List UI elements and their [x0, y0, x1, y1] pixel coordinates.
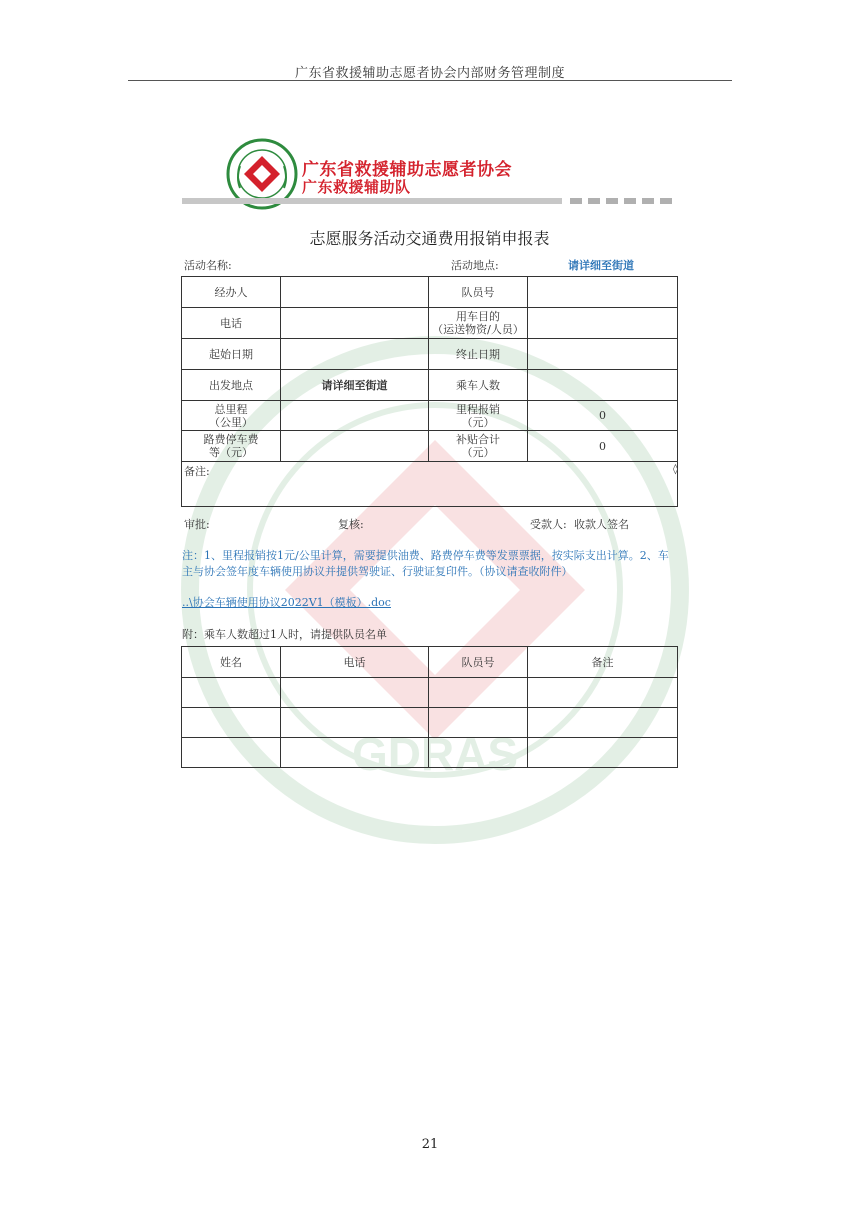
table-row: [182, 308, 678, 339]
column-header: 备注: [528, 647, 678, 678]
watermark-gdras: GDRAS: [351, 728, 519, 780]
reimbursement-note: 注：1、里程报销按1元/公里计算，需要提供油费、路费停车费等发票票据，按实际支出计算。2、车主与协会签年度车辆使用协议并提供驾驶证、行驶证复印件。（协议请查收附件）: [182, 549, 669, 578]
column-header: 电话: [281, 647, 429, 678]
column-header: 队员号: [429, 647, 528, 678]
cell-label: 里程报销 （元）: [429, 401, 528, 431]
member-phone-cell[interactable]: [281, 738, 429, 768]
cell-label: 起始日期: [182, 339, 281, 370]
cell-value[interactable]: [281, 339, 429, 370]
table-row: [182, 339, 678, 370]
cell-value[interactable]: [528, 277, 678, 308]
logo-divider: [182, 197, 672, 205]
cell-label: 出发地点: [182, 370, 281, 401]
cell-label: 补贴合计 （元）: [429, 431, 528, 462]
cell-value[interactable]: [281, 308, 429, 339]
cell-label: 用车目的 （运送物资/人员）: [429, 308, 528, 339]
remarks-row: [182, 462, 678, 507]
cell-value[interactable]: [281, 431, 429, 462]
side-mark: ◊: [673, 464, 678, 475]
member-remark-cell[interactable]: [528, 708, 678, 738]
cell-value[interactable]: 请详细至街道: [281, 370, 429, 401]
member-remark-cell[interactable]: [528, 678, 678, 708]
member-name-cell[interactable]: [182, 678, 281, 708]
expense-table: [181, 276, 678, 507]
cell-value[interactable]: 0: [528, 431, 678, 462]
approve-label: 审批:: [184, 518, 210, 531]
appendix-note: 附：乘车人数超过1人时，请提供队员名单: [182, 628, 387, 641]
cell-label: 乘车人数: [429, 370, 528, 401]
member-name-cell[interactable]: [182, 708, 281, 738]
payee-signature[interactable]: 收款人签名: [574, 518, 629, 531]
review-label: 复核:: [338, 518, 364, 531]
org-name: 广东省救援辅助志愿者协会: [302, 160, 512, 180]
member-remark-cell[interactable]: [528, 738, 678, 768]
member-phone-cell[interactable]: [281, 678, 429, 708]
team-name: 广东救援辅助队: [302, 178, 411, 196]
cell-value[interactable]: [528, 370, 678, 401]
page-number: 21: [421, 1137, 439, 1152]
payee-label: 受款人:: [530, 518, 567, 531]
cell-value[interactable]: [281, 277, 429, 308]
table-row: [182, 431, 678, 462]
attachment-link[interactable]: ..\协会车辆使用协议2022V1（模板）.doc: [182, 596, 391, 609]
table-row: [182, 277, 678, 308]
remarks-cell[interactable]: 备注:: [182, 462, 678, 507]
table-row: [182, 401, 678, 431]
activity-location-label: 活动地点:: [451, 259, 499, 272]
cell-value[interactable]: [281, 401, 429, 431]
table-row: [182, 708, 678, 738]
cell-label: 总里程 （公里）: [182, 401, 281, 431]
cell-value[interactable]: [528, 339, 678, 370]
cell-value[interactable]: 0: [528, 401, 678, 431]
cell-value[interactable]: [528, 308, 678, 339]
form-title: 志愿服务活动交通费用报销申报表: [309, 229, 550, 248]
table-row: [182, 738, 678, 768]
members-table: [181, 646, 678, 768]
cell-label: 路费停车费 等（元）: [182, 431, 281, 462]
member-name-cell[interactable]: [182, 738, 281, 768]
header-rule: [128, 80, 732, 81]
cell-label: 经办人: [182, 277, 281, 308]
cell-label: 终止日期: [429, 339, 528, 370]
table-row: [182, 370, 678, 401]
cell-label: 队员号: [429, 277, 528, 308]
running-header: 广东省救援辅助志愿者协会内部财务管理制度: [294, 66, 565, 81]
members-header-row: [182, 647, 678, 678]
cell-label: 电话: [182, 308, 281, 339]
activity-location-value[interactable]: 请详细至街道: [568, 259, 634, 272]
member-phone-cell[interactable]: [281, 708, 429, 738]
column-header: 姓名: [182, 647, 281, 678]
activity-name-label: 活动名称:: [184, 259, 232, 272]
table-row: [182, 678, 678, 708]
member-id-cell[interactable]: [429, 738, 528, 768]
member-id-cell[interactable]: [429, 678, 528, 708]
member-id-cell[interactable]: [429, 708, 528, 738]
